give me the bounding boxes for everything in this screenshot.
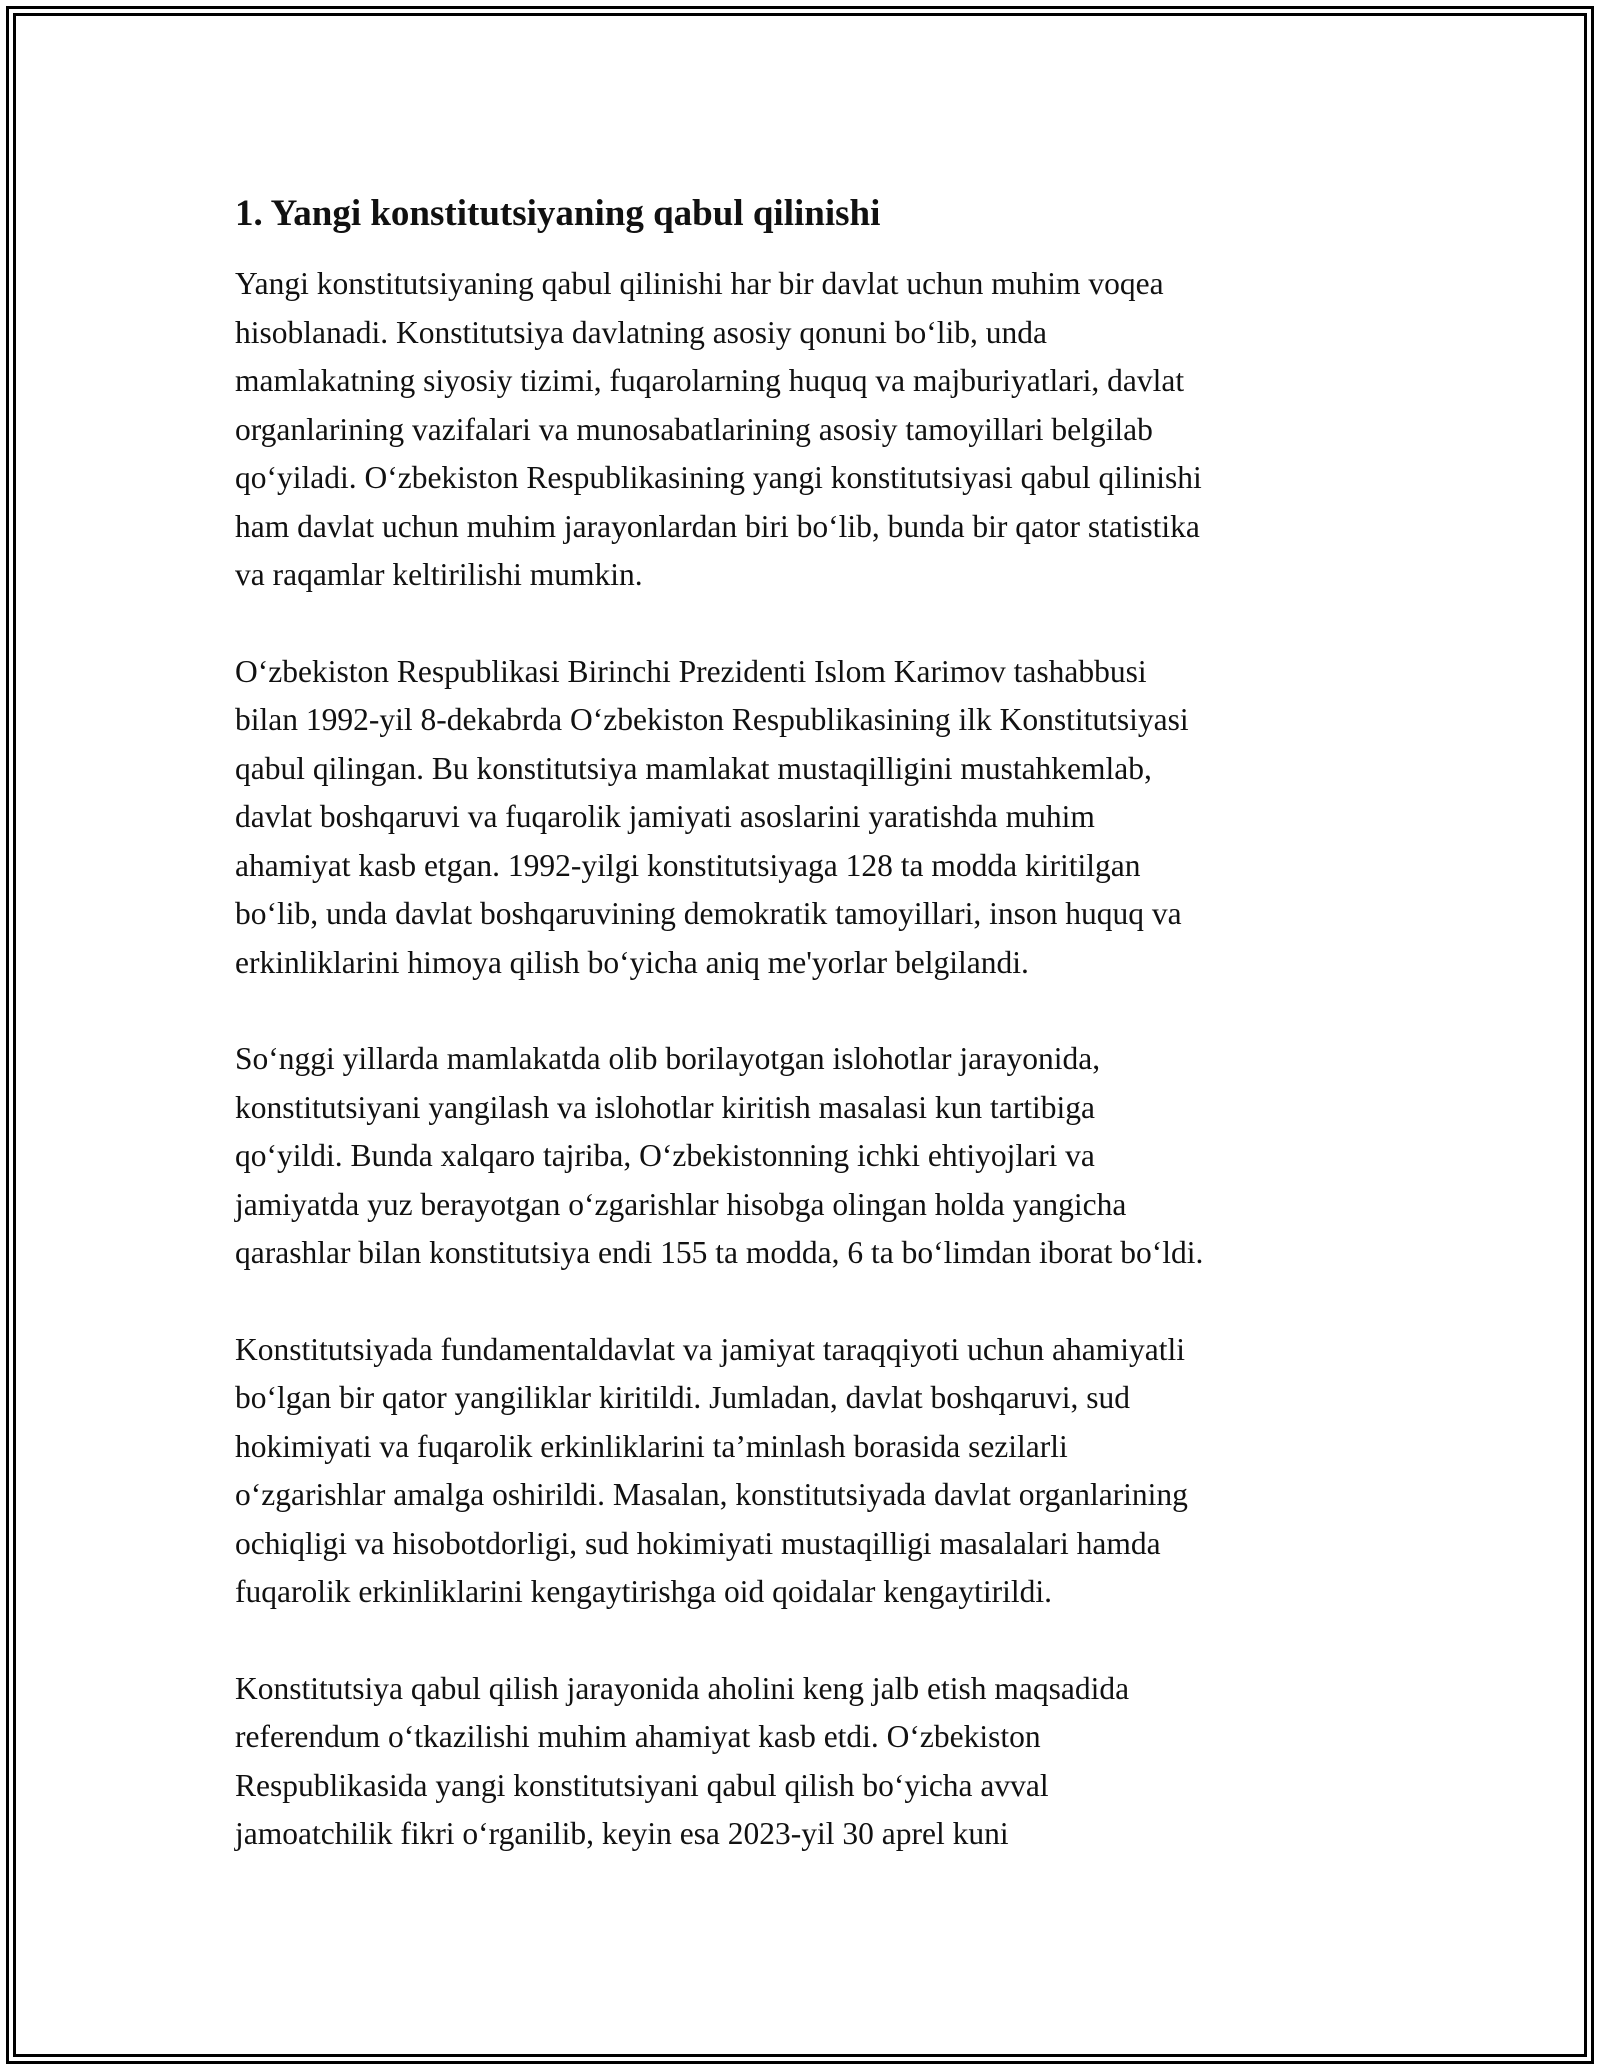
text-line: hisoblanadi. Konstitutsiya davlatning asosiy qonuni bo‘lib, unda	[235, 314, 1047, 350]
text-line: erkinliklarini himoya qilish bo‘yicha aniq me'yorlar belgilandi.	[235, 944, 1029, 980]
text-line: ham davlat uchun muhim jarayonlardan biri bo‘lib, bunda bir qator statistika	[235, 508, 1200, 544]
text-line: Konstitutsiyada fundamentaldavlat va jamiyat taraqqiyoti uchun ahamiyatli	[235, 1331, 1185, 1367]
paragraph-3	[235, 1035, 1395, 1278]
section-heading: 1. Yangi konstitutsiyaning qabul qilinishi	[235, 193, 881, 234]
text-line: So‘nggi yillarda mamlakatda olib borilayotgan islohotlar jarayonida,	[235, 1041, 1101, 1076]
text-line: davlat boshqaruvi va fuqarolik jamiyati asoslarini yaratishda muhim	[235, 799, 1095, 834]
document-body	[235, 188, 1395, 1907]
text-line: Konstitutsiya qabul qilish jarayonida aholini keng jalb etish maqsadida	[235, 1670, 1130, 1706]
text-line: bilan 1992-yil 8-dekabrda O‘zbekiston Respublikasining ilk Konstitutsiyasi	[235, 702, 1189, 737]
text-line: O‘zbekiston Respublikasi Birinchi Prezidenti Islom Karimov tashabbusi	[235, 653, 1147, 689]
text-line: o‘zgarishlar amalga oshirildi. Masalan, konstitutsiyada davlat organlarining	[235, 1477, 1188, 1512]
paragraph-5	[235, 1665, 1395, 1859]
text-line: mamlakatning siyosiy tizimi, fuqarolarning huquq va majburiyatlari, davlat	[235, 363, 1185, 398]
text-line: bo‘lib, unda davlat boshqaruvining demokratik tamoyillari, inson huquq va	[235, 896, 1182, 931]
text-line: organlarining vazifalari va munosabatlarining asosiy tamoyillari belgilab	[235, 411, 1153, 447]
text-line: hokimiyati va fuqarolik erkinliklarini ta’minlash borasida sezilarli	[235, 1428, 1068, 1464]
text-line: referendum o‘tkazilishi muhim ahamiyat kasb etdi. O‘zbekiston	[235, 1719, 1041, 1754]
text-line: konstitutsiyani yangilash va islohotlar kiritish masalasi kun tartibiga	[235, 1089, 1096, 1125]
text-line: ochiqligi va hisobotdorligi, sud hokimiyati mustaqilligi masalalari hamda	[235, 1525, 1161, 1561]
paragraph-4	[235, 1326, 1395, 1617]
text-line: va raqamlar keltirilishi mumkin.	[235, 557, 643, 592]
text-line: qarashlar bilan konstitutsiya endi 155 ta modda, 6 ta bo‘limdan iborat bo‘ldi.	[235, 1235, 1204, 1270]
text-line: fuqarolik erkinliklarini kengaytirishga oid qoidalar kengaytirildi.	[235, 1574, 1053, 1609]
paragraph-2	[235, 648, 1395, 988]
text-line: qo‘yiladi. O‘zbekiston Respublikasining yangi konstitutsiyasi qabul qilinishi	[235, 460, 1202, 495]
text-line: bo‘lgan bir qator yangiliklar kiritildi. Jumladan, davlat boshqaruvi, sud	[235, 1380, 1130, 1415]
text-line: Yangi konstitutsiyaning qabul qilinishi har bir davlat uchun muhim voqea	[235, 266, 1164, 301]
text-line: Respublikasida yangi konstitutsiyani qabul qilish bo‘yicha avval	[235, 1767, 1049, 1803]
text-line: jamoatchilik fikri o‘rganilib, keyin esa 2023-yil 30 aprel kuni	[235, 1816, 1009, 1851]
paragraph-1	[235, 260, 1395, 600]
text-line: qabul qilingan. Bu konstitutsiya mamlakat mustaqilligini mustahkemlab,	[235, 750, 1152, 786]
text-line: jamiyatda yuz berayotgan o‘zgarishlar hisobga olingan holda yangicha	[235, 1186, 1127, 1222]
text-line: ahamiyat kasb etgan. 1992-yilgi konstitutsiyaga 128 ta modda kiritilgan	[235, 847, 1141, 883]
text-line: qo‘yildi. Bunda xalqaro tajriba, O‘zbekistonning ichki ehtiyojlari va	[235, 1138, 1095, 1173]
